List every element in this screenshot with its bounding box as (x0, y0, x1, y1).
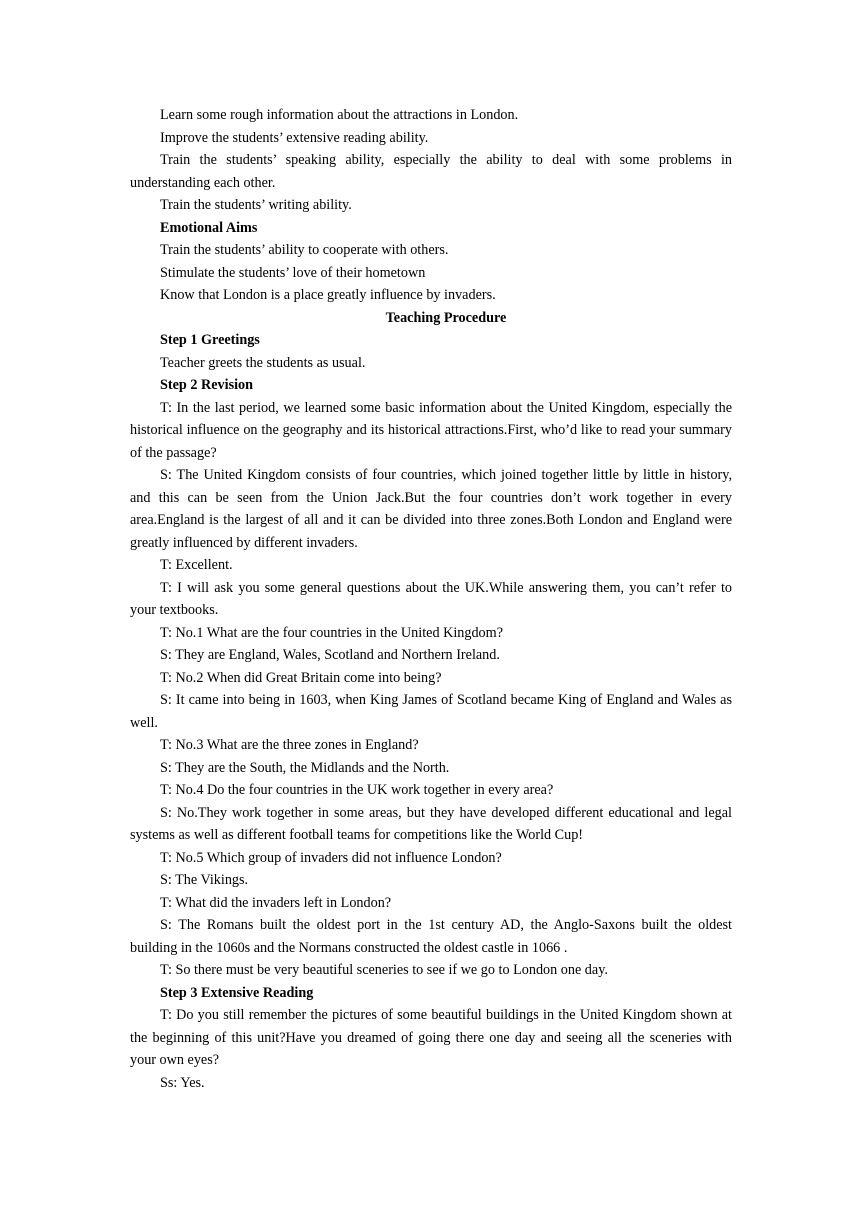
document-page (130, 104, 732, 1094)
paragraph: S: They are the South, the Midlands and the North. (160, 759, 450, 776)
paragraph: Teacher greets the students as usual. (160, 354, 366, 371)
paragraph: S: The Romans built the oldest port in the 1st century AD, the Anglo-Saxons built the oldest building in the 1060s and the Normans constructed the oldest castle in 1066 . (130, 917, 732, 956)
paragraph: S: They are England, Wales, Scotland and Northern Ireland. (160, 647, 500, 663)
paragraph: T: No.3 What are the three zones in England? (160, 737, 419, 753)
paragraph: T: I will ask you some general questions about the UK.While answering them, you can’t refer to your textbooks. (130, 579, 732, 618)
paragraph: Learn some rough information about the attractions in London. (160, 107, 519, 123)
paragraph: T: No.5 Which group of invaders did not influence London? (160, 849, 502, 866)
paragraph: Train the students’ ability to cooperate with others. (160, 242, 449, 258)
paragraph: T: No.4 Do the four countries in the UK work together in every area? (160, 782, 554, 798)
paragraph: T: What did the invaders left in London? (160, 894, 392, 911)
section-heading: Emotional Aims (160, 219, 258, 236)
paragraph: Train the students’ speaking ability, especially the ability to deal with some problems in understanding each other. (130, 152, 732, 191)
section-heading: Step 2 Revision (160, 377, 254, 393)
paragraph: T: No.1 What are the four countries in the United Kingdom? (160, 624, 503, 641)
paragraph: Improve the students’ extensive reading ability. (160, 129, 429, 146)
paragraph: S: It came into being in 1603, when King James of Scotland became King of England and Wales as well. (130, 692, 732, 731)
paragraph: Stimulate the students’ love of their hometown (160, 264, 426, 281)
paragraph: S: No.They work together in some areas, but they have developed different educational and legal systems as well as different football teams for competitions like the World Cup! (130, 804, 732, 843)
paragraph: T: Excellent. (160, 557, 233, 573)
paragraph: S: The United Kingdom consists of four countries, which joined together little by little in history, and this can be seen from the Union Jack.But the four countries don’t work together in every area.England is the largest of all and it can be divided into three zones.Both London and England were greatly influenced by different invaders. (130, 467, 732, 551)
title-heading: Teaching Procedure (385, 309, 507, 326)
section-heading: Step 1 Greetings (160, 332, 260, 348)
paragraph: Know that London is a place greatly influence by invaders. (160, 287, 496, 303)
paragraph: Ss: Yes. (160, 1074, 205, 1091)
paragraph: T: In the last period, we learned some basic information about the United Kingdom, especially the historical influence on the geography and its historical attractions.First, who’d like to read your summary of the passage? (130, 399, 732, 461)
paragraph: Train the students’ writing ability. (160, 197, 352, 213)
paragraph: T: No.2 When did Great Britain come into being? (160, 669, 442, 686)
paragraph: S: The Vikings. (160, 872, 249, 888)
paragraph: T: Do you still remember the pictures of some beautiful buildings in the United Kingdom shown at the beginning of this unit?Have you dreamed of going there one day and seeing all the sceneries with your own eyes? (130, 1007, 732, 1068)
paragraph: T: So there must be very beautiful sceneries to see if we go to London one day. (160, 962, 608, 978)
section-heading: Step 3 Extensive Reading (160, 984, 314, 1001)
